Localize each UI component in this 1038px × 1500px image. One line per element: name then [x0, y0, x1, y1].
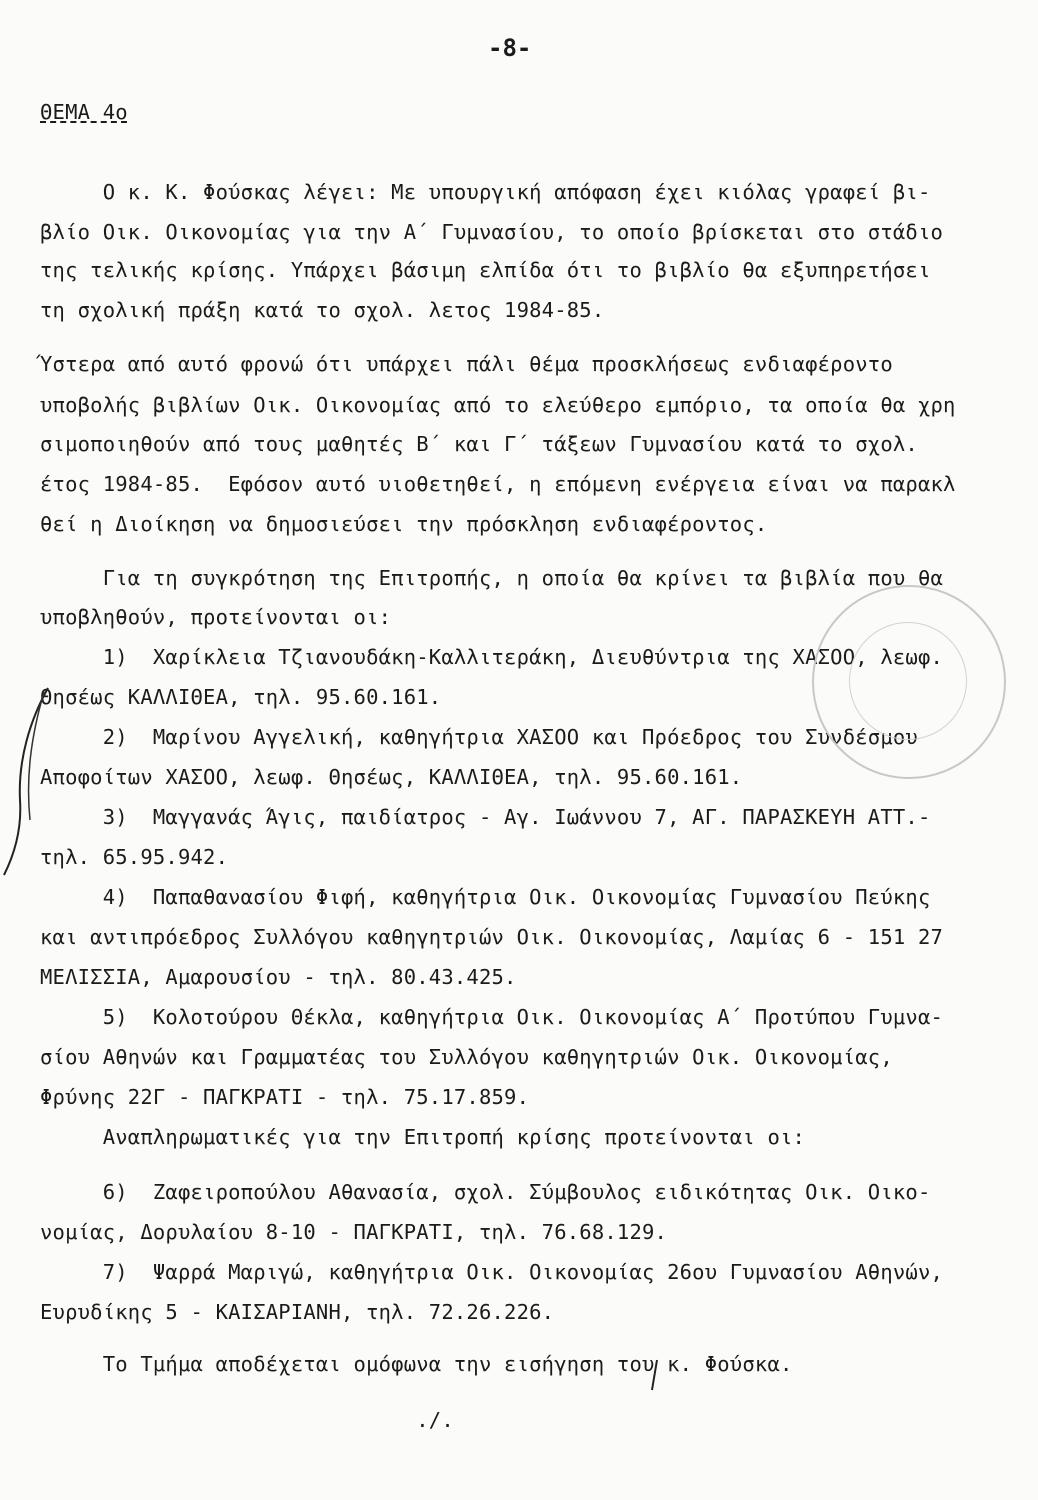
text-line: Θησέως ΚΑΛΛΙΘΕΑ, τηλ. 95.60.161.: [40, 685, 442, 709]
handwritten-slash-mark: [648, 1358, 660, 1392]
text-line: Το Τμήμα αποδέχεται ομόφωνα την εισήγηση του κ. Φούσκα.: [40, 1352, 793, 1376]
text-line: 3) Μαγγανάς Άγις, παιδίατρος - Αγ. Ιωάννου 7, ΑΓ. ΠΑΡΑΣΚΕΥΗ ΑΤΤ.-: [40, 805, 931, 829]
text-line: 7) Ψαρρά Μαριγώ, καθηγήτρια Οικ. Οικονομίας 26ου Γυμνασίου Αθηνών,: [40, 1260, 944, 1284]
text-line: υποβληθούν, προτείνονται οι:: [40, 605, 392, 629]
text-line: Για τη συγκρότηση της Επιτροπής, η οποία θα κρίνει τα βιβλία που θα: [40, 566, 944, 590]
text-line: Ο κ. Κ. Φούσκας λέγει: Με υπουργική απόφαση έχει κιόλας γραφεί βι-: [40, 180, 931, 204]
text-line: 2) Μαρίνου Αγγελική, καθηγήτρια ΧΑΣΟΟ και Πρόεδρος του Συνδέσμου: [40, 725, 918, 749]
text-line: 5) Κολοτούρου Θέκλα, καθηγήτρια Οικ. Οικονομίας Α΄ Προτύπου Γυμνα-: [40, 1005, 944, 1029]
handwritten-bracket-mark: [0, 680, 60, 880]
text-line: 6) Ζαφειροπούλου Αθανασία, σχολ. Σύμβουλος ειδικότητας Οικ. Οικο-: [40, 1180, 931, 1204]
text-line: της τελικής κρίσης. Υπάρχει βάσιμη ελπίδα ότι το βιβλίο θα εξυπηρετήσει: [40, 258, 931, 282]
text-line: βλίο Οικ. Οικονομίας για την Α΄ Γυμνασίου, το οποίο βρίσκεται στο στάδιο: [40, 220, 944, 244]
text-line: τηλ. 65.95.942.: [40, 845, 229, 869]
text-line: ΜΕΛΙΣΣΙΑ, Αμαρουσίου - τηλ. 80.43.425.: [40, 965, 517, 989]
text-line: σίου Αθηνών και Γραμματέας του Συλλόγου καθηγητριών Οικ. Οικονομίας,: [40, 1045, 893, 1069]
text-line: Αποφοίτων ΧΑΣΟΟ, λεωφ. Θησέως, ΚΑΛΛΙΘΕΑ, τηλ. 95.60.161.: [40, 765, 743, 789]
text-line: και αντιπρόεδρος Συλλόγου καθηγητριών Οικ. Οικονομίας, Λαμίας 6 - 151 27: [40, 925, 944, 949]
page-number: -8-: [488, 34, 532, 62]
text-line: τη σχολική πράξη κατά το σχολ. λετος 1984-85.: [40, 298, 605, 322]
stamp-inner-ring: [849, 622, 967, 740]
text-line: υποβολής βιβλίων Οικ. Οικονομίας από το ελεύθερο εμπόριο, τα οποία θα χρη: [40, 393, 956, 417]
text-line: θεί η Διοίκηση να δημοσιεύσει την πρόσκληση ενδιαφέροντος.: [40, 512, 768, 536]
text-line: 4) Παπαθανασίου Φιφή, καθηγήτρια Οικ. Οικονομίας Γυμνασίου Πεύκης: [40, 885, 931, 909]
text-line: έτος 1984-85. Εφόσον αυτό υιοθετηθεί, η επόμενη ενέργεια είναι να παρακλ: [40, 472, 956, 496]
text-line: σιμοποιηθούν από τους μαθητές Β΄ και Γ΄ τάξεων Γυμνασίου κατά το σχολ.: [40, 432, 918, 456]
text-line: 1) Χαρίκλεια Τζιανουδάκη-Καλλιτεράκη, Διευθύντρια της ΧΑΣΟΟ, λεωφ.: [40, 645, 944, 669]
text-line: Ύστερα από αυτό φρονώ ότι υπάρχει πάλι θέμα προσκλήσεως ενδιαφέροντο: [40, 352, 893, 376]
official-stamp-seal: [812, 585, 1006, 779]
continuation-mark: ./.: [40, 1408, 454, 1432]
text-line: Φρύνης 22Γ - ΠΑΓΚΡΑΤΙ - τηλ. 75.17.859.: [40, 1085, 530, 1109]
section-heading: ΘΕΜΑ 4ο: [40, 100, 128, 124]
text-line: νομίας, Δορυλαίου 8-10 - ΠΑΓΚΡΑΤΙ, τηλ. 76.68.129.: [40, 1220, 668, 1244]
text-line: Αναπληρωματικές για την Επιτροπή κρίσης προτείνονται οι:: [40, 1125, 806, 1149]
text-line: Ευρυδίκης 5 - ΚΑΙΣΑΡΙΑΝΗ, τηλ. 72.26.226.: [40, 1300, 555, 1324]
